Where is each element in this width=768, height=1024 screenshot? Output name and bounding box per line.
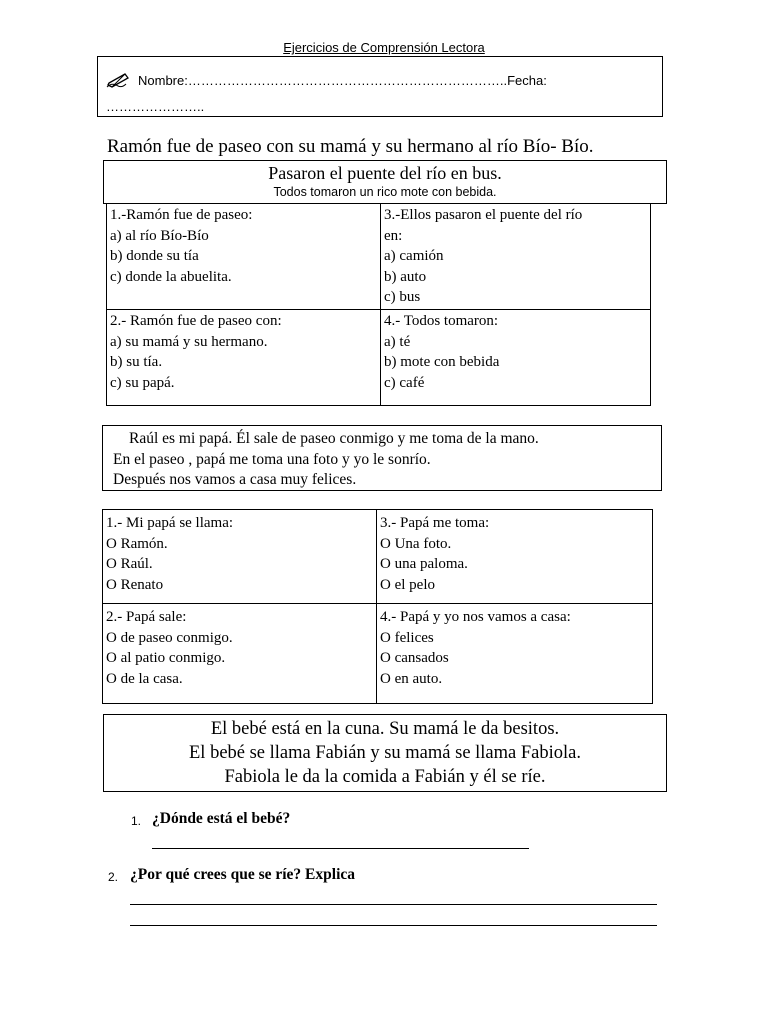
answer-option: O Renato	[106, 576, 164, 593]
question-cell	[103, 510, 377, 604]
pencil-icon	[106, 72, 130, 94]
answer-option: b) su tía.	[110, 354, 163, 371]
answer-option: a) su mamá y su hermano.	[110, 333, 268, 350]
answer-option: O de paseo conmigo.	[106, 629, 233, 646]
question-title: 4.- Papá y yo nos vamos a casa:	[380, 609, 571, 625]
question-title-cont: en:	[384, 227, 403, 244]
answer-option: O cansados	[380, 650, 449, 667]
story3-box	[103, 714, 667, 792]
answer-option: b) auto	[384, 268, 427, 285]
answer-option: a) té	[384, 333, 411, 350]
answer-option: a) camión	[384, 248, 444, 265]
question-title: 1.- Mi papá se llama:	[106, 515, 234, 531]
answer-option: O Raúl.	[106, 556, 153, 573]
story3-line3: Fabiola le da la comida a Fabián y él se ríe.	[224, 767, 546, 787]
answer-option: c) bus	[384, 289, 421, 306]
answer-option: a) al río Bío-Bío	[110, 227, 209, 244]
answer-option: b) donde su tía	[110, 248, 199, 265]
question-title: 3.- Papá me toma:	[380, 515, 490, 531]
question-cell	[107, 204, 381, 310]
answer-line[interactable]	[130, 904, 657, 905]
story2-line3: Después nos vamos a casa muy felices.	[113, 471, 357, 488]
question-title: 1.-Ramón fue de paseo:	[110, 207, 253, 223]
story2-line2: En el paseo , papá me toma una foto y yo le sonrío.	[113, 450, 431, 468]
answer-option: O felices	[380, 629, 434, 646]
name-label: Nombre:………………………………………………………………..Fecha:	[138, 73, 547, 88]
answer-option: O de la casa.	[106, 670, 183, 687]
answer-option: c) donde la abuelita.	[110, 268, 232, 285]
story1-line1: Ramón fue de paseo con su mamá y su hermano al río Bío- Bío.	[107, 136, 594, 157]
answer-line[interactable]	[152, 848, 529, 849]
answer-option: O Ramón.	[106, 535, 168, 552]
story1-box	[103, 160, 667, 204]
story2-line1: Raúl es mi papá. Él sale de paseo conmigo y me toma de la mano.	[129, 430, 539, 447]
answer-option: O el pelo	[380, 576, 435, 593]
page-title: Ejercicios de Comprensión Lectora	[283, 40, 485, 55]
question-title: 2.- Papá sale:	[106, 609, 187, 625]
answer-option: c) café	[384, 374, 425, 391]
answer-option: c) su papá.	[110, 374, 175, 391]
quiz-table-1	[106, 203, 651, 406]
question-cell	[377, 604, 653, 704]
answer-option: O en auto.	[380, 670, 443, 687]
name-dots: …………………..	[106, 99, 205, 114]
question-text: ¿Por qué crees que se ríe? Explica	[130, 866, 356, 883]
question-title: 4.- Todos tomaron:	[384, 313, 499, 329]
answer-option: O una paloma.	[380, 556, 468, 573]
story2-box	[102, 425, 662, 491]
question-cell	[377, 510, 653, 604]
question-cell	[381, 310, 651, 406]
story1-line3: Todos tomaron un rico mote con bebida.	[273, 185, 497, 199]
question-cell	[381, 204, 651, 310]
quiz-table-2	[102, 509, 653, 704]
answer-option: O al patio conmigo.	[106, 650, 226, 667]
question-number: 1.	[131, 814, 142, 828]
answer-line[interactable]	[130, 925, 657, 926]
question-title: 3.-Ellos pasaron el puente del río	[384, 207, 583, 223]
question-cell	[103, 604, 377, 704]
story3-line2: El bebé se llama Fabián y su mamá se llama Fabiola.	[189, 743, 581, 763]
question-title: 2.- Ramón fue de paseo con:	[110, 313, 282, 329]
story3-line1: El bebé está en la cuna. Su mamá le da besitos.	[210, 719, 560, 739]
answer-option: b) mote con bebida	[384, 354, 500, 371]
question-number: 2.	[108, 870, 119, 884]
answer-option: O Una foto.	[380, 535, 452, 552]
name-date-box	[97, 56, 663, 117]
question-cell	[107, 310, 381, 406]
story1-line2: Pasaron el puente del río en bus.	[268, 163, 502, 183]
question-text: ¿Dónde está el bebé?	[152, 810, 291, 827]
